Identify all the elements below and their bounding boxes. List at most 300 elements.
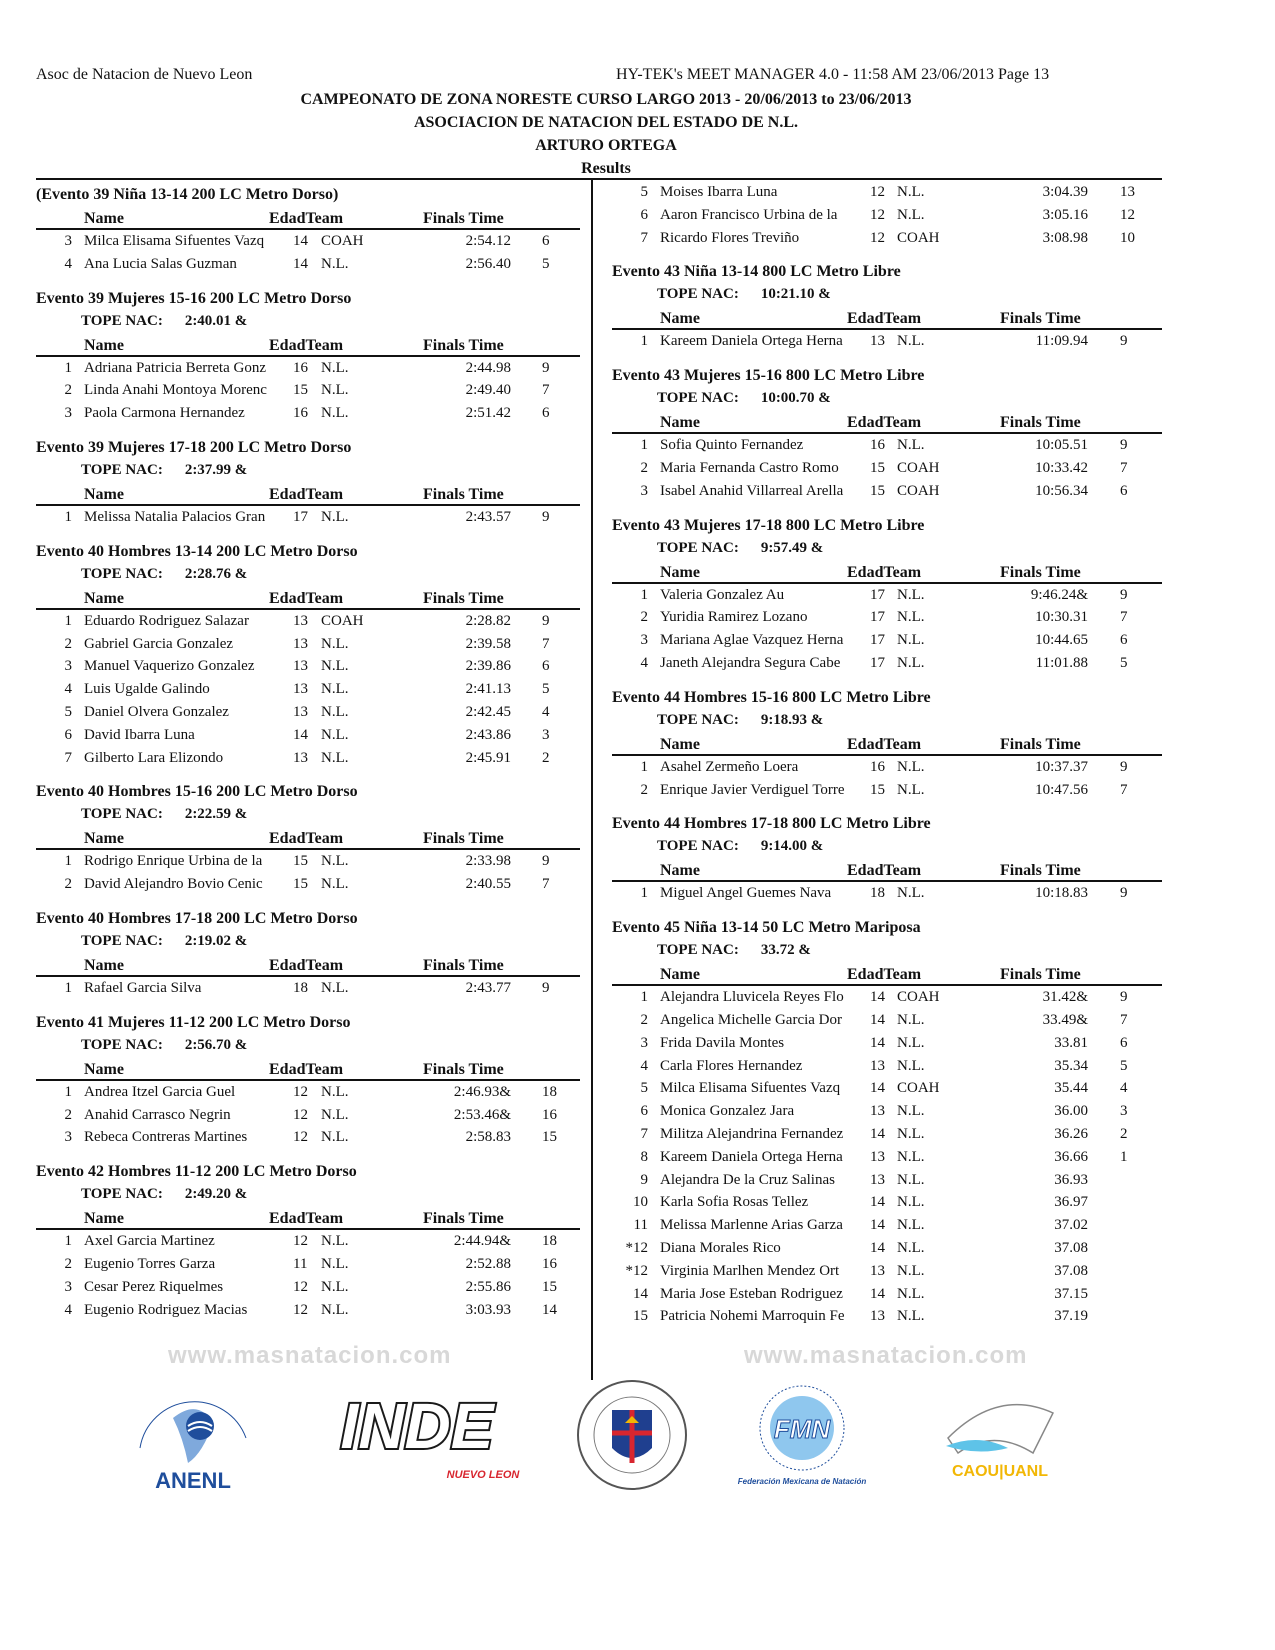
- result-row: [36, 1230, 580, 1253]
- result-row: [36, 747, 580, 770]
- table-header: [36, 953, 580, 977]
- header-name: Name: [660, 966, 700, 984]
- event-title: Evento 40 Hombres 15-16 200 LC Metro Dorso: [36, 783, 358, 801]
- event-section: [36, 780, 580, 896]
- result-row: [612, 1305, 1162, 1328]
- swimmer-name: Melissa Natalia Palacios Gran: [84, 508, 266, 525]
- team: N.L.: [897, 1011, 925, 1028]
- event-section: [36, 183, 580, 276]
- finals-time: 37.15: [1054, 1285, 1088, 1302]
- header-edad: Edad: [847, 966, 884, 984]
- result-row: [36, 1276, 580, 1299]
- place: 2: [640, 781, 648, 798]
- swimmer-name: Rafael Garcia Silva: [84, 979, 202, 996]
- age: 13: [293, 658, 308, 675]
- finals-time: 9:46.24&: [1030, 586, 1088, 603]
- points: 9: [542, 979, 550, 996]
- place: 7: [640, 229, 648, 246]
- age: 12: [293, 1301, 308, 1318]
- points: 5: [1120, 1057, 1128, 1074]
- tope-value: 2:28.76 &: [184, 565, 248, 582]
- swimmer-name: Moises Ibarra Luna: [660, 184, 778, 200]
- header-edad-team: [269, 1061, 343, 1079]
- team: N.L.: [321, 255, 349, 272]
- table-header: [612, 410, 1162, 434]
- header-finals-time: Finals Time: [423, 485, 504, 503]
- points: 10: [1120, 229, 1135, 246]
- points: 16: [542, 1255, 557, 1272]
- finals-time: 10:44.65: [1035, 632, 1088, 649]
- header-edad-team: [847, 736, 921, 754]
- finals-time: 37.02: [1054, 1217, 1088, 1234]
- national-standard: [36, 1034, 580, 1057]
- header-team: Team: [305, 1060, 344, 1078]
- finals-time: 2:43.57: [465, 508, 511, 525]
- team: N.L.: [321, 658, 349, 675]
- age: 13: [870, 1308, 885, 1325]
- header-finals-time: Finals Time: [1000, 735, 1081, 753]
- column-divider: [591, 178, 593, 1380]
- team: N.L.: [897, 1308, 925, 1325]
- swimmer-name: Virginia Marlhen Mendez Ort: [660, 1262, 840, 1279]
- tope-label: TOPE NAC:: [81, 932, 163, 949]
- national-standard: [36, 930, 580, 953]
- age: 12: [293, 1083, 308, 1100]
- swimmer-name: Asahel Zermeño Loera: [660, 758, 799, 775]
- swimmer-name: Anahid Carrasco Negrin: [84, 1106, 231, 1123]
- points: 2: [542, 749, 550, 766]
- team: N.L.: [897, 1125, 925, 1142]
- points: 7: [542, 382, 550, 399]
- team: N.L.: [321, 726, 349, 743]
- result-row: [612, 1283, 1162, 1306]
- place: 10: [633, 1194, 648, 1211]
- finals-time: 36.00: [1054, 1103, 1088, 1120]
- swimmer-name: Axel Garcia Martinez: [84, 1233, 215, 1250]
- team: N.L.: [897, 1285, 925, 1302]
- result-row: [612, 606, 1162, 629]
- result-row: [612, 1055, 1162, 1078]
- points: 5: [542, 255, 550, 272]
- age: 13: [293, 703, 308, 720]
- team: N.L.: [897, 184, 925, 200]
- points: 7: [1120, 1011, 1128, 1028]
- swimmer-name: Aaron Francisco Urbina de la: [660, 206, 838, 223]
- age: 14: [870, 1011, 885, 1028]
- team: N.L.: [897, 1103, 925, 1120]
- result-row: [612, 204, 1162, 227]
- result-row: [36, 253, 580, 276]
- place: 6: [640, 1103, 648, 1120]
- points: 7: [542, 876, 550, 893]
- points: 9: [1120, 885, 1128, 902]
- finals-time: 10:37.37: [1035, 758, 1088, 775]
- result-row: [612, 181, 1162, 204]
- result-row: [612, 1009, 1162, 1032]
- points: 14: [542, 1301, 557, 1318]
- finals-time: 37.08: [1054, 1262, 1088, 1279]
- finals-time: 2:39.86: [465, 658, 511, 675]
- swimmer-name: Isabel Anahid Villarreal Arella: [660, 482, 844, 499]
- age: 14: [293, 233, 308, 249]
- age: 11: [293, 1255, 308, 1272]
- event-title: Evento 44 Hombres 15-16 800 LC Metro Libre: [612, 688, 931, 706]
- swimmer-name: Melissa Marlenne Arias Garza: [660, 1217, 843, 1234]
- event-section: [612, 181, 1162, 249]
- team: COAH: [897, 1080, 940, 1097]
- header-team: Team: [883, 310, 922, 328]
- result-row: [612, 1123, 1162, 1146]
- team: N.L.: [321, 749, 349, 766]
- swimmer-name: David Alejandro Bovio Cenic: [84, 876, 263, 893]
- swimmer-name: Milca Elisama Sifuentes Vazq: [84, 233, 265, 249]
- finals-time: 33.81: [1054, 1034, 1088, 1051]
- points: 6: [1120, 1034, 1128, 1051]
- points: 5: [542, 681, 550, 698]
- age: 12: [293, 1233, 308, 1250]
- header-edad: Edad: [847, 735, 884, 753]
- age: 15: [293, 853, 308, 870]
- header-edad-team: [269, 590, 343, 608]
- event-section: [36, 287, 580, 425]
- result-row: [612, 1077, 1162, 1100]
- tope-label: TOPE NAC:: [81, 565, 163, 582]
- event-title: Evento 43 Mujeres 17-18 800 LC Metro Libre: [612, 516, 925, 534]
- inde-logo: [305, 1378, 530, 1493]
- age: 14: [870, 1239, 885, 1256]
- tope-value: 2:37.99 &: [184, 461, 248, 478]
- place: 1: [640, 758, 648, 775]
- header-name: Name: [660, 563, 700, 581]
- age: 15: [293, 876, 308, 893]
- header-team: Team: [305, 589, 344, 607]
- swimmer-name: Kareem Daniela Ortega Herna: [660, 1148, 843, 1165]
- finals-time: 3:05.16: [1042, 206, 1088, 223]
- header-edad-team: [847, 310, 921, 328]
- header-team: Team: [883, 966, 922, 984]
- team: COAH: [897, 459, 940, 476]
- header-finals-time: Finals Time: [423, 956, 504, 974]
- age: 17: [870, 632, 885, 649]
- finals-time: 11:01.88: [1035, 654, 1088, 671]
- age: 16: [870, 437, 885, 454]
- tope-label: TOPE NAC:: [657, 539, 739, 556]
- tope-label: TOPE NAC:: [81, 1186, 163, 1203]
- national-standard: [612, 709, 1162, 732]
- place: 7: [640, 1125, 648, 1142]
- national-standard: [612, 283, 1162, 306]
- team: N.L.: [321, 1255, 349, 1272]
- fmn-subtext: Federación Mexicana de Natación: [737, 1477, 867, 1486]
- table-header: [612, 858, 1162, 882]
- national-standard: [36, 563, 580, 586]
- age: 13: [293, 681, 308, 698]
- finals-time: 3:04.39: [1042, 184, 1088, 200]
- place: 2: [64, 1255, 72, 1272]
- national-standard: [36, 310, 580, 333]
- meet-title: CAMPEONATO DE ZONA NORESTE CURSO LARGO 2013 - 20/06/2013 to 23/06/2013: [300, 91, 912, 108]
- result-row: [612, 1214, 1162, 1237]
- age: 17: [870, 654, 885, 671]
- watermark: www.masnatacion.com: [744, 1342, 1028, 1369]
- swimmer-name: Miguel Angel Guemes Nava: [660, 885, 832, 902]
- event-section: [36, 1160, 580, 1321]
- place: 2: [640, 1011, 648, 1028]
- finals-time: 3:03.93: [465, 1301, 511, 1318]
- finals-time: 33.49&: [1042, 1011, 1088, 1028]
- team: N.L.: [897, 1239, 925, 1256]
- event-title: Evento 44 Hombres 17-18 800 LC Metro Libre: [612, 815, 931, 833]
- place: 1: [640, 989, 648, 1006]
- swimmer-name: Gabriel Garcia Gonzalez: [84, 635, 234, 652]
- team: N.L.: [897, 632, 925, 649]
- result-row: [36, 1126, 580, 1149]
- national-standard: [612, 835, 1162, 858]
- points: 15: [542, 1278, 557, 1295]
- age: 16: [293, 359, 308, 376]
- age: 15: [870, 459, 885, 476]
- age: 14: [293, 726, 308, 743]
- header-edad-team: [269, 210, 343, 228]
- finals-time: 10:56.34: [1035, 482, 1088, 499]
- tope-label: TOPE NAC:: [81, 312, 163, 329]
- swimmer-name: Eugenio Torres Garza: [84, 1255, 216, 1272]
- place: 3: [64, 405, 72, 422]
- software-info: HY-TEK's MEET MANAGER 4.0 - 11:58 AM 23/06/2013 Page 13: [616, 66, 1050, 83]
- header-edad: Edad: [847, 310, 884, 328]
- swimmer-name: Eugenio Rodriguez Macias: [84, 1301, 248, 1318]
- tope-value: 9:14.00 &: [760, 838, 824, 855]
- age: 12: [870, 206, 885, 223]
- team: N.L.: [321, 1129, 349, 1146]
- swimmer-name: Ricardo Flores Treviño: [660, 229, 800, 246]
- place: 4: [640, 1057, 648, 1074]
- header-finals-time: Finals Time: [423, 589, 504, 607]
- header-team: Team: [305, 210, 344, 227]
- team: N.L.: [897, 781, 925, 798]
- event-section: [36, 907, 580, 1000]
- header-finals-time: Finals Time: [1000, 862, 1081, 880]
- team: N.L.: [321, 703, 349, 720]
- team: N.L.: [321, 1106, 349, 1123]
- finals-time: 11:09.94: [1035, 333, 1088, 350]
- result-row: [612, 779, 1162, 802]
- points: 7: [1120, 781, 1128, 798]
- place: 1: [64, 1233, 72, 1250]
- header-finals-time: Finals Time: [423, 1060, 504, 1078]
- result-row: [612, 1237, 1162, 1260]
- header-edad: Edad: [269, 1060, 306, 1078]
- table-header: [612, 560, 1162, 584]
- result-row: [36, 1253, 580, 1276]
- age: 14: [870, 1194, 885, 1211]
- age: 17: [870, 586, 885, 603]
- swimmer-name: Maria Fernanda Castro Romo: [660, 459, 839, 476]
- age: 13: [870, 333, 885, 350]
- header-team: Team: [305, 956, 344, 974]
- swimmer-name: Cesar Perez Riquelmes: [84, 1278, 224, 1295]
- finals-time: 2:45.91: [465, 749, 511, 766]
- finals-time: 2:53.46&: [453, 1106, 511, 1123]
- place: 5: [640, 184, 648, 200]
- team: COAH: [897, 482, 940, 499]
- swimmer-name: Karla Sofia Rosas Tellez: [660, 1194, 809, 1211]
- result-row: [36, 1299, 580, 1322]
- swimmer-name: Mariana Aglae Vazquez Herna: [660, 632, 844, 649]
- table-header: [36, 826, 580, 850]
- tope-label: TOPE NAC:: [657, 942, 739, 959]
- swimmer-name: Sofia Quinto Fernandez: [660, 437, 804, 454]
- place: 7: [64, 749, 72, 766]
- age: 13: [293, 749, 308, 766]
- header-edad: Edad: [847, 563, 884, 581]
- header-edad-team: [269, 830, 343, 848]
- swimmer-name: Alejandra De la Cruz Salinas: [660, 1171, 835, 1188]
- header-edad-team: [269, 957, 343, 975]
- result-row: [612, 1100, 1162, 1123]
- team: N.L.: [321, 405, 349, 422]
- age: 16: [293, 405, 308, 422]
- team: N.L.: [897, 1194, 925, 1211]
- place: 1: [640, 586, 648, 603]
- tope-label: TOPE NAC:: [657, 838, 739, 855]
- header-finals-time: Finals Time: [1000, 966, 1081, 984]
- points: 9: [542, 853, 550, 870]
- swimmer-name: Militza Alejandrina Fernandez: [660, 1125, 844, 1142]
- age: 14: [870, 1080, 885, 1097]
- finals-time: 2:39.58: [465, 635, 511, 652]
- result-row: [36, 977, 580, 1000]
- team: COAH: [897, 229, 940, 246]
- inde-text: INDE: [340, 1390, 494, 1462]
- place: 1: [640, 885, 648, 902]
- finals-time: 10:05.51: [1035, 437, 1088, 454]
- team: N.L.: [897, 1262, 925, 1279]
- event-title: Evento 42 Hombres 11-12 200 LC Metro Dorso: [36, 1163, 357, 1181]
- place: 4: [64, 1301, 72, 1318]
- event-section: [612, 260, 1162, 353]
- age: 12: [293, 1106, 308, 1123]
- header-finals-time: Finals Time: [423, 830, 504, 848]
- points: 1: [1120, 1148, 1128, 1165]
- place: 4: [640, 654, 648, 671]
- event-title: Evento 40 Hombres 17-18 200 LC Metro Dorso: [36, 909, 358, 927]
- points: 7: [1120, 459, 1128, 476]
- tope-value: 2:40.01 &: [184, 312, 248, 329]
- result-row: [36, 633, 580, 656]
- table-header: [612, 306, 1162, 330]
- team: N.L.: [897, 333, 925, 350]
- result-row: [36, 230, 580, 253]
- swimmer-name: David Ibarra Luna: [84, 726, 195, 743]
- place: 5: [64, 703, 72, 720]
- top-rule: [36, 178, 1162, 180]
- place: 3: [64, 1278, 72, 1295]
- points: 7: [1120, 609, 1128, 626]
- place: 3: [640, 482, 648, 499]
- finals-time: 2:28.82: [465, 612, 511, 629]
- header-finals-time: Finals Time: [1000, 310, 1081, 328]
- header-name: Name: [84, 1210, 124, 1228]
- tope-value: 2:19.02 &: [184, 932, 248, 949]
- swimmer-name: Ana Lucia Salas Guzman: [84, 255, 237, 272]
- finals-time: 36.26: [1054, 1125, 1088, 1142]
- age: 13: [870, 1171, 885, 1188]
- watermark: www.masnatacion.com: [168, 1342, 452, 1369]
- result-row: [36, 506, 580, 529]
- points: 12: [1120, 206, 1135, 223]
- place: 2: [64, 635, 72, 652]
- association-title: ASOCIACION DE NATACION DEL ESTADO DE N.L.: [413, 114, 799, 131]
- header-edad-team: [847, 564, 921, 582]
- table-header: [612, 962, 1162, 986]
- finals-time: 2:51.42: [465, 405, 511, 422]
- finals-time: 36.93: [1054, 1171, 1088, 1188]
- age: 14: [870, 1125, 885, 1142]
- swimmer-name: Maria Jose Esteban Rodriguez: [660, 1285, 843, 1302]
- event-section: [612, 514, 1162, 675]
- team: N.L.: [897, 1057, 925, 1074]
- team: N.L.: [321, 853, 349, 870]
- place: *12: [625, 1239, 648, 1256]
- event-section: [36, 436, 580, 529]
- venue-title: ARTURO ORTEGA: [535, 137, 677, 154]
- points: 18: [542, 1233, 557, 1250]
- header-name: Name: [660, 414, 700, 432]
- national-standard: [36, 803, 580, 826]
- age: 15: [293, 382, 308, 399]
- age: 12: [293, 1278, 308, 1295]
- national-standard: [612, 537, 1162, 560]
- points: 6: [1120, 632, 1128, 649]
- team: N.L.: [321, 635, 349, 652]
- team: N.L.: [321, 382, 349, 399]
- points: 6: [1120, 482, 1128, 499]
- swimmer-name: Andrea Itzel Garcia Guel: [84, 1083, 236, 1100]
- result-row: [36, 701, 580, 724]
- team: N.L.: [321, 1233, 349, 1250]
- table-header: [36, 333, 580, 357]
- age: 14: [870, 989, 885, 1006]
- team: N.L.: [321, 508, 349, 525]
- points: 3: [542, 726, 550, 743]
- result-row: [612, 227, 1162, 250]
- result-row: [36, 402, 580, 425]
- swimmer-name: Patricia Nohemi Marroquin Fe: [660, 1308, 845, 1325]
- place: 1: [64, 1083, 72, 1100]
- points: 9: [542, 508, 550, 525]
- table-header: [36, 1206, 580, 1230]
- tope-value: 10:21.10 &: [760, 286, 831, 303]
- age: 14: [870, 1217, 885, 1234]
- team: N.L.: [897, 1034, 925, 1051]
- table-header: [36, 586, 580, 610]
- header-edad: Edad: [269, 956, 306, 974]
- place: 14: [633, 1285, 648, 1302]
- finals-time: 37.19: [1054, 1308, 1088, 1325]
- finals-time: 2:42.45: [465, 703, 511, 720]
- national-standard: [36, 459, 580, 482]
- event-section: [612, 812, 1162, 905]
- header-team: Team: [883, 414, 922, 432]
- tope-label: TOPE NAC:: [81, 806, 163, 823]
- event-section: [36, 1011, 580, 1149]
- finals-time: 2:55.86: [465, 1278, 511, 1295]
- points: 9: [1120, 989, 1128, 1006]
- header-team: Team: [883, 862, 922, 880]
- tope-value: 9:18.93 &: [760, 711, 824, 728]
- result-row: [612, 1191, 1162, 1214]
